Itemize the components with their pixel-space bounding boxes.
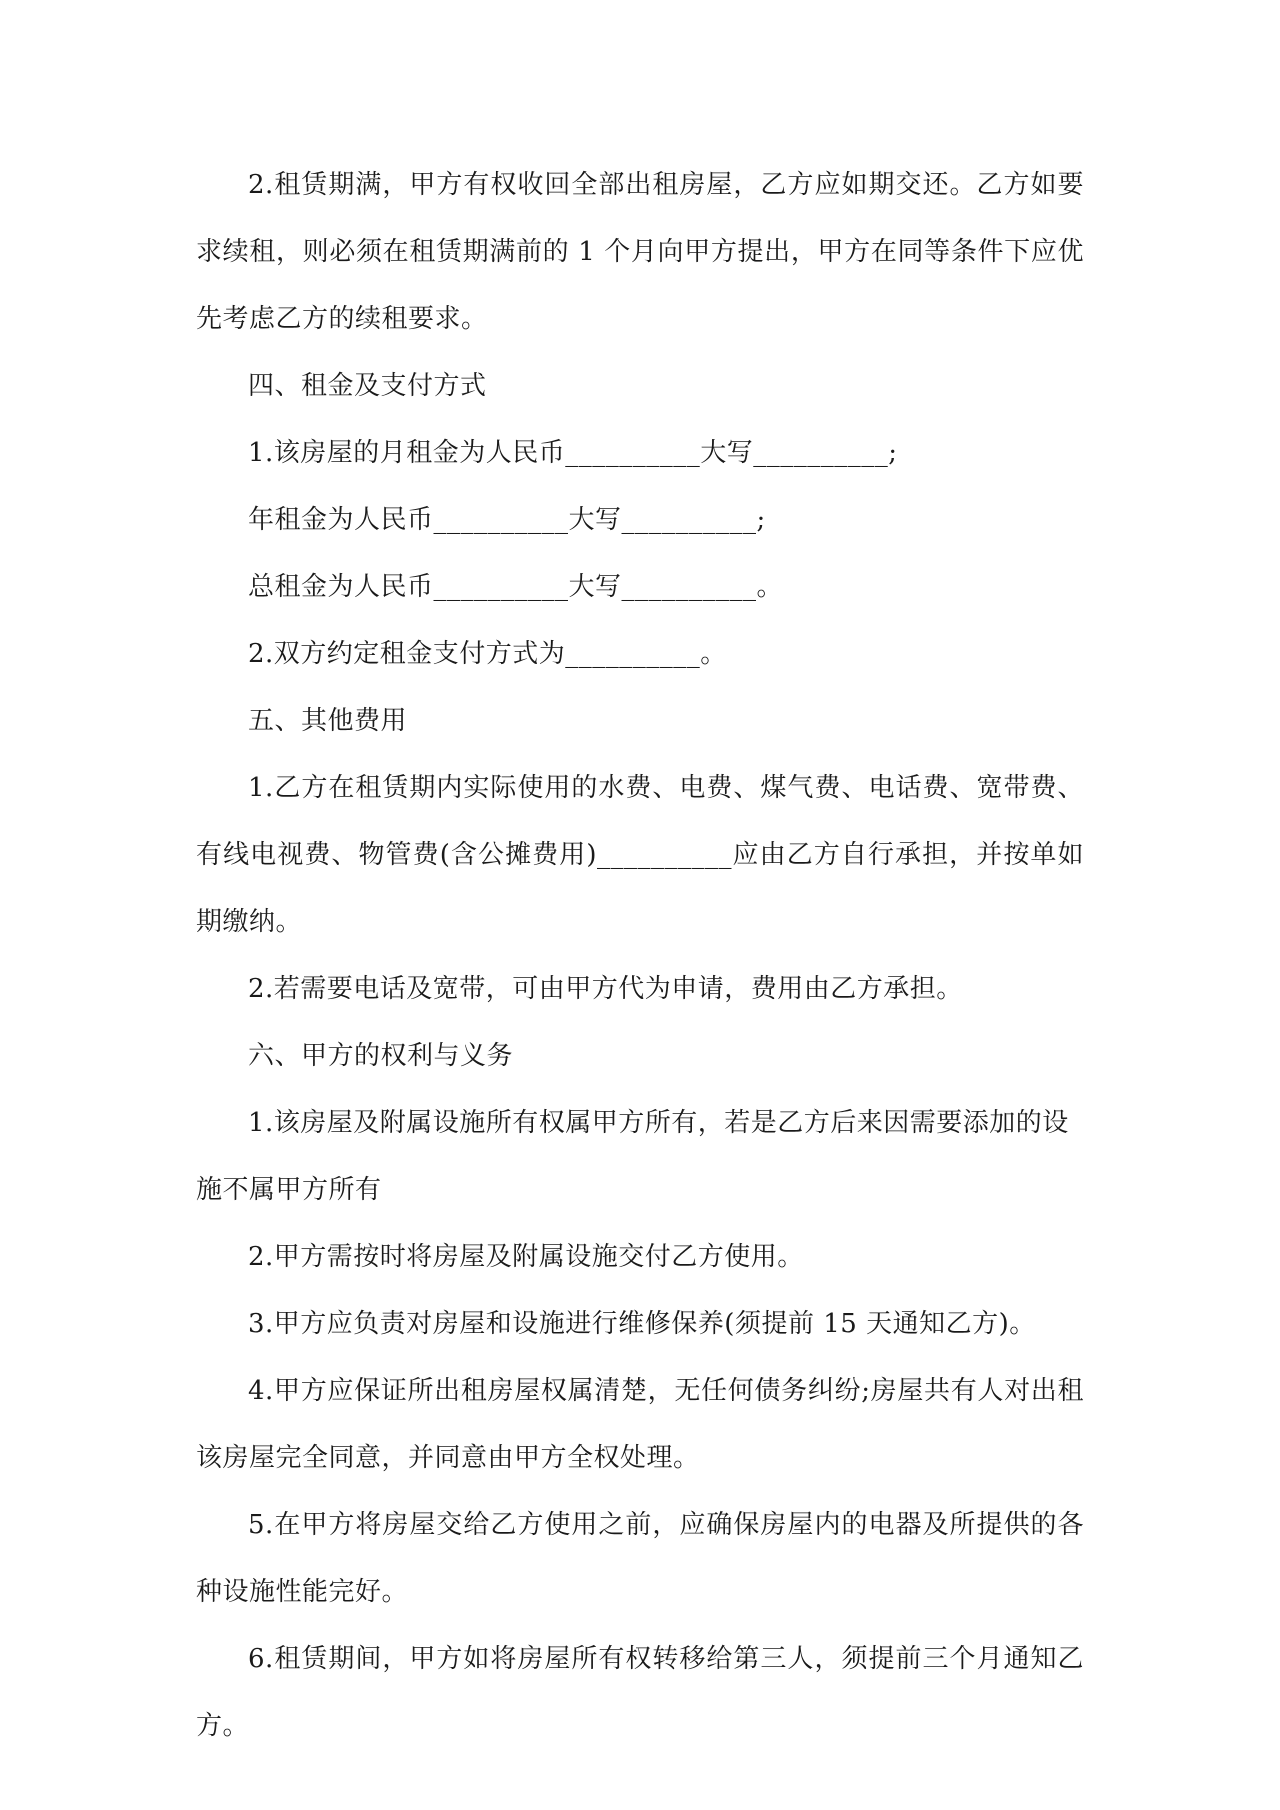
paragraph-phone-broadband: 2.若需要电话及宽带，可由甲方代为申请，费用由乙方承担。 bbox=[248, 974, 963, 1004]
section-heading-rent-payment: 四、租金及支付方式 bbox=[248, 371, 487, 401]
paragraph-utility-fees: 1.乙方在租赁期内实际使用的水费、电费、煤气费、电话费、宽带费、有线电视费、物管费(含公摊费用)__________应由乙方自行承担，并按单如期缴纳。 bbox=[196, 773, 1084, 937]
section-heading-party-a-rights: 六、甲方的权利与义务 bbox=[248, 1041, 514, 1071]
paragraph-title-clear: 4.甲方应保证所出租房屋权属清楚，无任何债务纠纷;房屋共有人对出租该房屋完全同意，并同意由甲方全权处理。 bbox=[196, 1376, 1084, 1473]
paragraph-annual-rent: 年租金为人民币__________大写__________; bbox=[248, 505, 766, 535]
paragraph-payment-method: 2.双方约定租金支付方式为__________。 bbox=[248, 639, 727, 669]
paragraph-total-rent: 总租金为人民币__________大写__________。 bbox=[248, 572, 784, 602]
paragraph-delivery: 2.甲方需按时将房屋及附属设施交付乙方使用。 bbox=[248, 1242, 804, 1272]
paragraph-monthly-rent: 1.该房屋的月租金为人民币__________大写__________; bbox=[248, 438, 898, 468]
paragraph-appliances: 5.在甲方将房屋交给乙方使用之前，应确保房屋内的电器及所提供的各种设施性能完好。 bbox=[196, 1510, 1084, 1607]
paragraph-ownership-transfer: 6.租赁期间，甲方如将房屋所有权转移给第三人，须提前三个月通知乙方。 bbox=[196, 1644, 1084, 1741]
section-heading-other-fees: 五、其他费用 bbox=[248, 706, 408, 736]
paragraph-maintenance: 3.甲方应负责对房屋和设施进行维修保养(须提前 15 天通知乙方)。 bbox=[248, 1309, 1036, 1339]
paragraph-ownership: 1.该房屋及附属设施所有权属甲方所有，若是乙方后来因需要添加的设施不属甲方所有 bbox=[196, 1108, 1069, 1205]
paragraph-lease-expiry: 2.租赁期满，甲方有权收回全部出租房屋，乙方应如期交还。乙方如要求续租，则必须在租赁期满前的 1 个月向甲方提出，甲方在同等条件下应优先考虑乙方的续租要求。 bbox=[196, 170, 1084, 334]
